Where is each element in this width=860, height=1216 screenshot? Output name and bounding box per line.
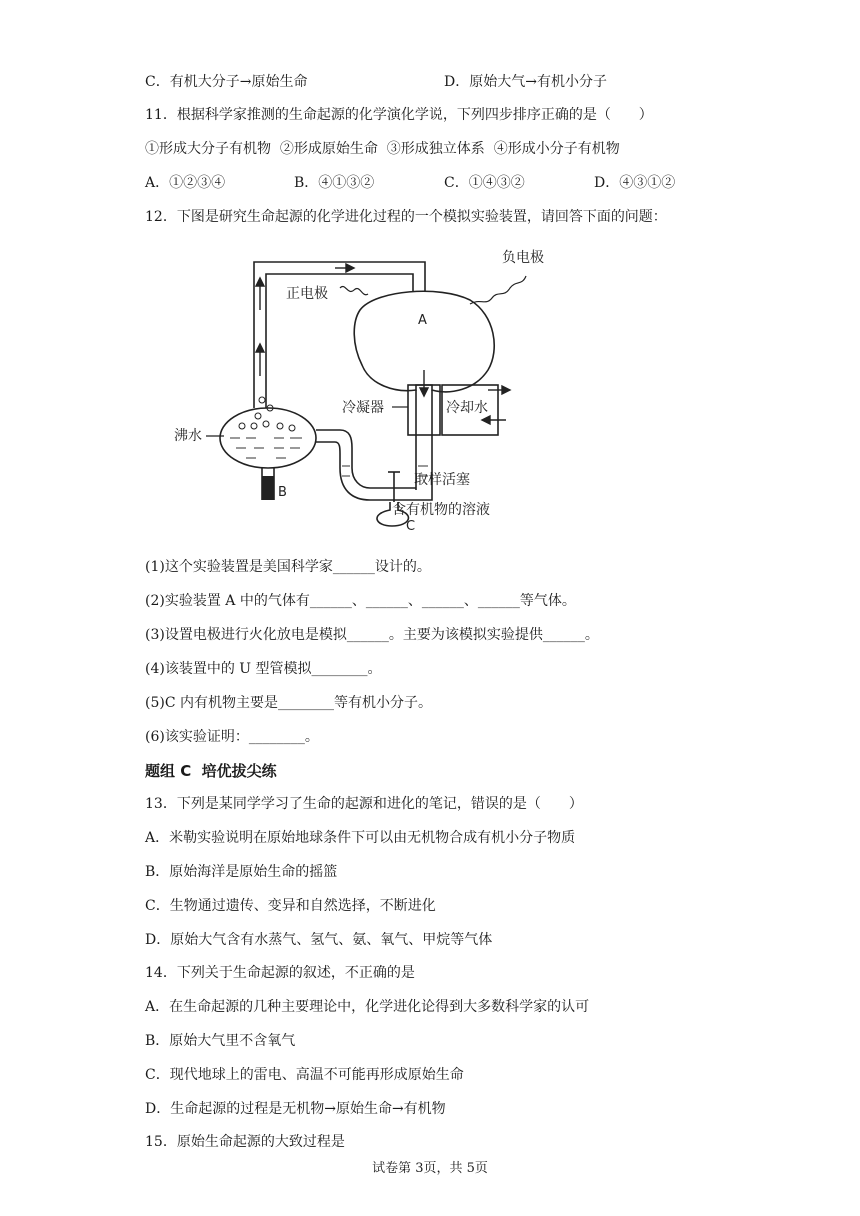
q11-steps: ①形成大分子有机物 ②形成原始生命 ③形成独立体系 ④形成小分子有机物 — [145, 141, 620, 157]
q13-option-c: C．生物通过遗传、变异和自然选择，不断进化 — [145, 898, 436, 914]
label-flask-a: A — [418, 313, 427, 328]
q12-sub-6: (6)该实验证明：________。 — [145, 729, 319, 745]
q14-option-b: B．原始大气里不含氧气 — [145, 1033, 296, 1049]
q14-stem: 14．下列关于生命起源的叙述，不正确的是 — [145, 965, 415, 981]
q12-sub-3: (3)设置电极进行火化放电是模拟______。主要为该模拟实验提供______。 — [145, 627, 599, 643]
q11-option-b: B．④①③② — [294, 175, 375, 191]
q13-option-a: A．米勒实验说明在原始地球条件下可以由无机物合成有机小分子物质 — [145, 830, 576, 846]
q13-option-d: D．原始大气含有水蒸气、氢气、氨、氧气、甲烷等气体 — [145, 932, 493, 948]
label-condenser: 冷凝器 — [342, 400, 384, 416]
q10-option-d: D．原始大气→有机小分子 — [444, 74, 607, 90]
label-negative-electrode: 负电极 — [502, 250, 544, 266]
q13-stem: 13．下列是某同学学习了生命的起源和进化的笔记，错误的是（ ） — [145, 796, 583, 812]
label-positive-electrode: 正电极 — [286, 286, 328, 302]
label-cooling-water: 冷却水 — [446, 400, 488, 416]
q11-option-d: D．④③①② — [594, 175, 676, 191]
q12-sub-2: (2)实验装置 A 中的气体有______、______、______、______等气体。 — [145, 593, 576, 609]
q13-option-b: B．原始海洋是原始生命的摇篮 — [145, 864, 338, 880]
q12-sub-5: (5)C 内有机物主要是________等有机小分子。 — [145, 695, 432, 711]
page-footer: 试卷第 3页，共 5页 — [372, 1161, 488, 1176]
q11-option-c: C．①④③② — [444, 175, 525, 191]
pipe-outer-top — [254, 262, 425, 408]
q14-option-a: A．在生命起源的几种主要理论中，化学进化论得到大多数科学家的认可 — [145, 999, 590, 1015]
q14-option-d: D．生命起源的过程是无机物→原始生命→有机物 — [145, 1101, 446, 1117]
q10-option-c: C．有机大分子→原始生命 — [145, 74, 308, 90]
label-flask-c: C — [406, 519, 416, 530]
q11-option-a: A．①②③④ — [145, 175, 226, 191]
label-boiling-water: 沸水 — [174, 428, 202, 444]
q14-option-c: C．现代地球上的雷电、高温不可能再形成原始生命 — [145, 1067, 464, 1083]
q12-sub-4: (4)该装置中的 U 型管模拟________。 — [145, 661, 382, 677]
section-c-heading: 题组 C 培优拔尖练 — [145, 762, 277, 780]
label-solution: 含有机物的溶液 — [392, 502, 490, 518]
q12-stem: 12．下图是研究生命起源的化学进化过程的一个模拟实验装置，请回答下面的问题： — [145, 209, 667, 225]
label-flask-b: B — [278, 485, 287, 500]
q12-sub-1: (1)这个实验装置是美国科学家______设计的。 — [145, 559, 431, 575]
q15-stem: 15．原始生命起源的大致过程是 — [145, 1134, 345, 1150]
miller-apparatus-diagram — [170, 240, 570, 530]
label-sampling-valve: 取样活塞 — [414, 472, 470, 488]
q11-stem: 11．根据科学家推测的生命起源的化学演化学说，下列四步排序正确的是（ ） — [145, 107, 653, 123]
